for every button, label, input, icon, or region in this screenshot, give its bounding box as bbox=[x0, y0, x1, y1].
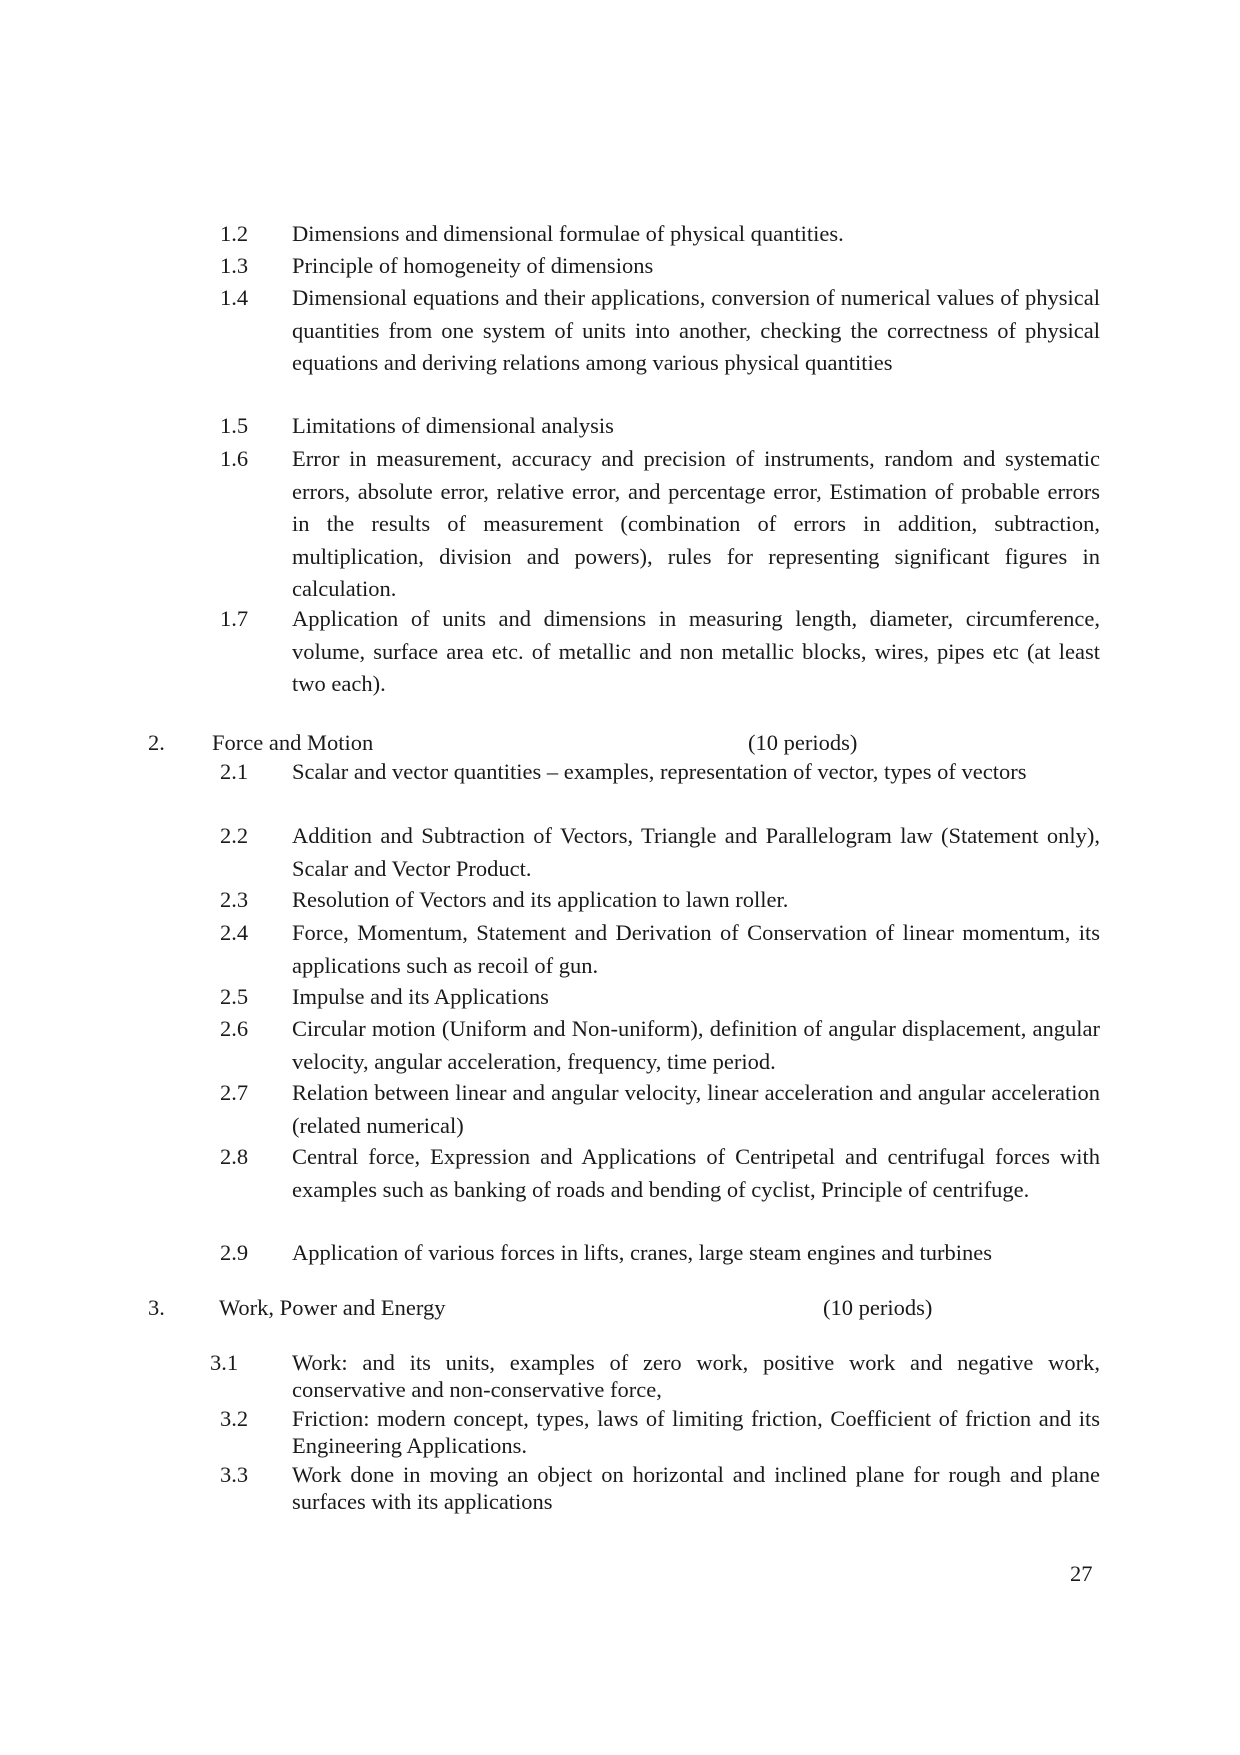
item-text: Application of various forces in lifts, cranes, large steam engines and turbines bbox=[292, 1240, 993, 1265]
item-number: 2.6 bbox=[220, 1016, 249, 1041]
item-text: Addition and Subtraction of Vectors, Triangle and Parallelogram law (Statement only), Scalar and Vector Product. bbox=[292, 823, 1100, 881]
item-text: Impulse and its Applications bbox=[292, 984, 549, 1009]
item-number: 2.9 bbox=[220, 1240, 249, 1265]
item-text: Scalar and vector quantities – examples, representation of vector, types of vectors bbox=[292, 759, 1027, 784]
item-number: 1.2 bbox=[220, 221, 249, 246]
item-number: 2.1 bbox=[220, 759, 249, 784]
item-number: 2.5 bbox=[220, 984, 249, 1009]
section-title: Force and Motion bbox=[212, 730, 374, 755]
item-text: Dimensional equations and their applications, conversion of numerical values of physical quantities from one system of units into another, checking the correctness of physical equations and deriving relations among various physical quantities bbox=[292, 285, 1100, 375]
section-number: 2. bbox=[148, 730, 165, 755]
item-text: Principle of homogeneity of dimensions bbox=[292, 253, 654, 278]
item-text: Force, Momentum, Statement and Derivation of Conservation of linear momentum, its applications such as recoil of gun. bbox=[292, 920, 1100, 978]
item-text: Central force, Expression and Applications of Centripetal and centrifugal forces with examples such as banking of roads and bending of cyclist, Principle of centrifuge. bbox=[292, 1144, 1100, 1202]
item-number: 2.2 bbox=[220, 823, 249, 848]
item-text: Dimensions and dimensional formulae of physical quantities. bbox=[292, 221, 844, 246]
item-number: 2.7 bbox=[220, 1080, 249, 1105]
item-number: 2.4 bbox=[220, 920, 249, 945]
item-text: Work: and its units, examples of zero work, positive work and negative work, conservative and non-conservative force, bbox=[292, 1350, 1100, 1402]
item-text: Relation between linear and angular velocity, linear acceleration and angular acceleration (related numerical) bbox=[292, 1080, 1100, 1138]
item-number: 1.7 bbox=[220, 606, 249, 631]
item-number: 1.6 bbox=[220, 446, 249, 471]
section-heading bbox=[148, 727, 1098, 759]
item-number: 3.3 bbox=[220, 1462, 249, 1487]
item-text: Friction: modern concept, types, laws of limiting friction, Coefficient of friction and its Engineering Applications. bbox=[292, 1406, 1100, 1458]
section-heading bbox=[148, 1292, 1098, 1324]
item-number: 3.2 bbox=[220, 1406, 249, 1431]
item-text: Application of units and dimensions in measuring length, diameter, circumference, volume, surface area etc. of metallic and non metallic blocks, wires, pipes etc (at least two each). bbox=[292, 606, 1100, 696]
item-text: Resolution of Vectors and its application to lawn roller. bbox=[292, 887, 789, 912]
item-number: 2.3 bbox=[220, 887, 249, 912]
item-text: Circular motion (Uniform and Non-uniform), definition of angular displacement, angular velocity, angular acceleration, frequency, time period. bbox=[292, 1016, 1100, 1074]
item-number: 1.4 bbox=[220, 285, 249, 310]
item-number: 1.3 bbox=[220, 253, 249, 278]
item-text: Work done in moving an object on horizontal and inclined plane for rough and plane surfaces with its applications bbox=[292, 1462, 1100, 1514]
section-periods: (10 periods) bbox=[823, 1295, 933, 1320]
item-number: 1.5 bbox=[220, 413, 249, 438]
section-periods: (10 periods) bbox=[748, 730, 858, 755]
item-text: Error in measurement, accuracy and precision of instruments, random and systematic errors, absolute error, relative error, and percentage error, Estimation of probable errors in the results of measurement (combination of errors in addition, subtraction, multiplication, division and powers), rules for representing significant figures in calculation. bbox=[292, 446, 1100, 601]
section-number: 3. bbox=[148, 1295, 165, 1320]
page-number: 27 bbox=[1070, 1561, 1093, 1586]
item-number: 2.8 bbox=[220, 1144, 249, 1169]
item-number: 3.1 bbox=[210, 1350, 239, 1375]
section-title: Work, Power and Energy bbox=[219, 1295, 446, 1320]
item-text: Limitations of dimensional analysis bbox=[292, 413, 614, 438]
